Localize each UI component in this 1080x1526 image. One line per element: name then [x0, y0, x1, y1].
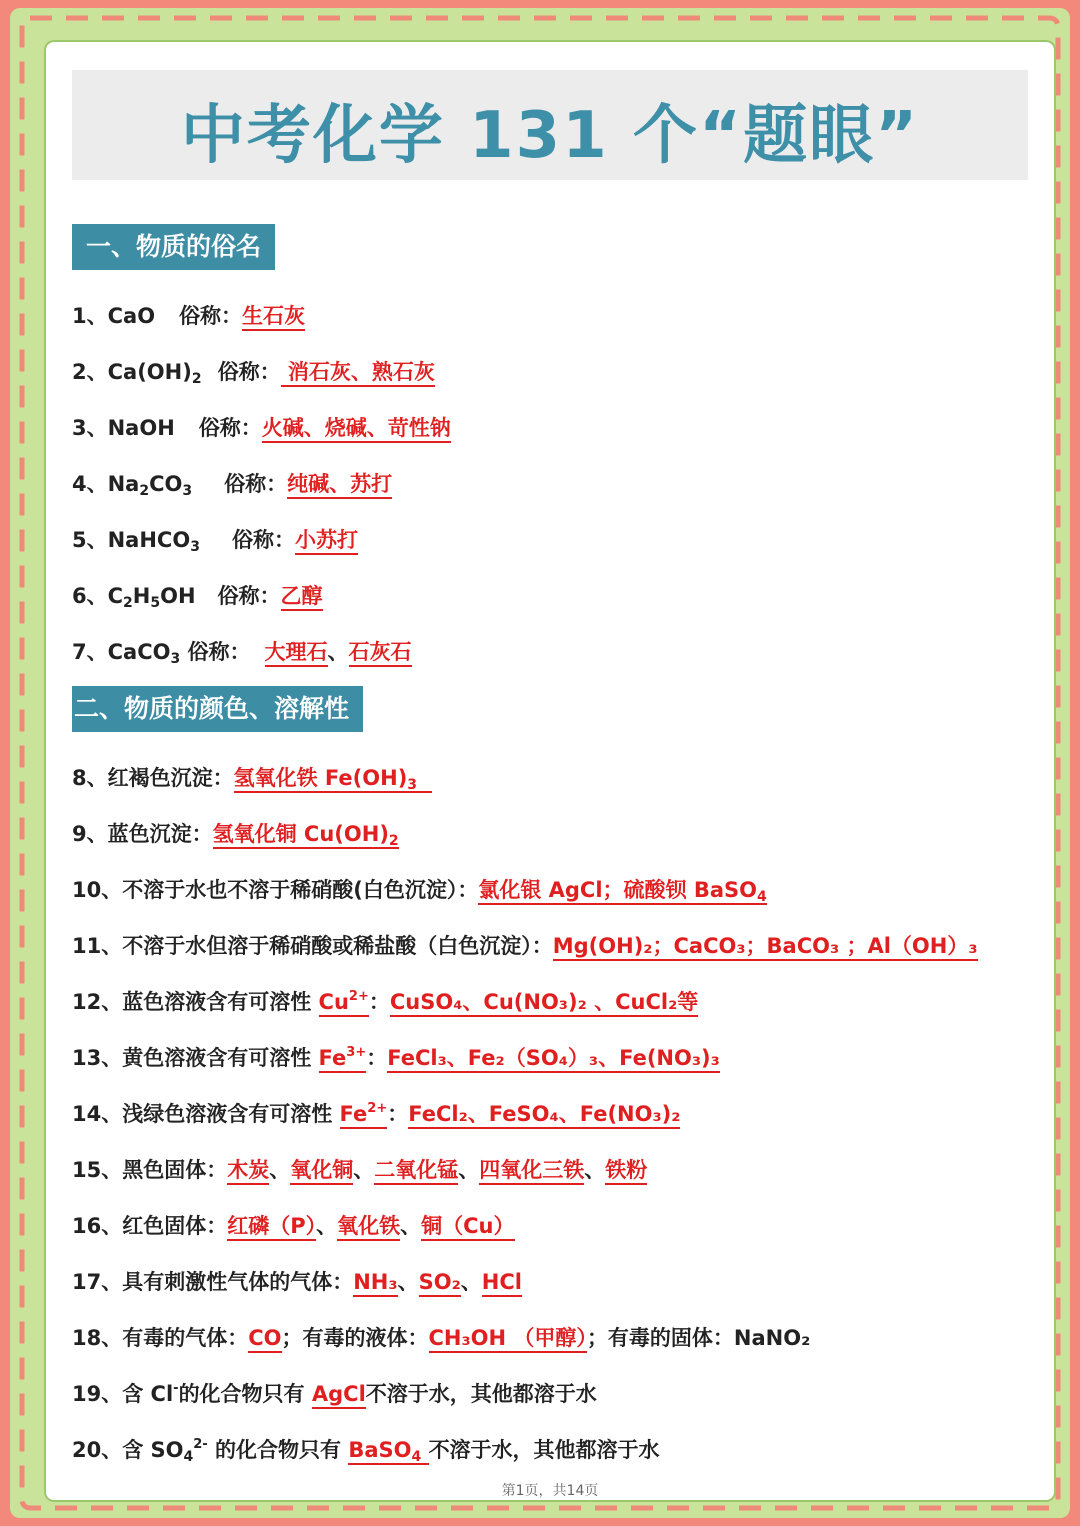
- item-6: 6、$C_2H_5OH$ 俗称：乙醇: [72, 584, 323, 611]
- item-19: 19、含 Cl-的化合物只有 AgCl不溶于水，其他都溶于水: [72, 1378, 597, 1408]
- section-heading-1: 一、物质的俗名: [72, 224, 275, 270]
- item-12: 12、蓝色溶液含有可溶性 $Cu^{2+}$：CuSO₄、Cu(NO₃)₂ 、CuCl₂等: [72, 986, 698, 1016]
- section-heading-2: 二、物质的颜色、溶解性: [72, 686, 363, 732]
- item-8: 8、红褐色沉淀：氢氧化铁 $Fe(OH)_3$: [72, 762, 432, 793]
- item-20: 20、含 $SO_4^{2-}$ 的化合物只有 BaSO$_4$ 不溶于水，其他都溶于水: [72, 1437, 660, 1465]
- item-15: 15、黑色固体：木炭、氧化铜、二氧化锰、四氧化三铁、铁粉: [72, 1154, 647, 1184]
- item-18: 18、有毒的气体：CO；有毒的液体：CH₃OH （甲醇）；有毒的固体：NaNO₂: [72, 1322, 810, 1352]
- item-7: 7、CaCO$_3$ 俗称： 大理石、石灰石: [72, 640, 412, 667]
- title-banner: [72, 70, 1028, 180]
- decorative-frame: [10, 8, 1070, 1518]
- item-17: 17、具有刺激性气体的气体：NH₃、SO₂、HCl: [72, 1266, 522, 1296]
- page-footer: 第1页，共14页: [501, 1483, 599, 1499]
- item-1: 1、CaO 俗称：生石灰: [72, 300, 305, 330]
- item-11: 11、不溶于水但溶于稀硝酸或稀盐酸（白色沉淀）：Mg(OH)₂；CaCO₃；BaCO₃ ；Al（OH）₃: [72, 930, 978, 960]
- item-3: 3、NaOH 俗称：火碱、烧碱、苛性钠: [72, 412, 451, 442]
- item-10: 10、不溶于水也不溶于稀硝酸(白色沉淀）：氯化银 AgCl；硫酸钡 BaSO$_4$: [72, 878, 767, 905]
- item-16: 16、红色固体：红磷（P）、氧化铁、铜（Cu）: [72, 1210, 515, 1240]
- document-page: [46, 42, 1054, 1500]
- page-title: 中考化学 131 个“题眼”: [180, 99, 920, 173]
- item-14: 14、浅绿色溶液含有可溶性 $Fe^{2+}$：FeCl₂、FeSO₄、Fe(NO₃)₂: [72, 1098, 680, 1128]
- item-9: 9、蓝色沉淀：氢氧化铜 $Cu(OH)_2$: [72, 822, 399, 849]
- item-4: 4、$Na_2CO_3$ 俗称：纯碱、苏打: [72, 472, 393, 499]
- item-13: 13、黄色溶液含有可溶性 $Fe^{3+}$：FeCl₃、Fe₂（SO₄）₃、Fe(NO₃)₃: [72, 1042, 720, 1072]
- item-5: 5、NaHCO$_3$ 俗称：小苏打: [72, 528, 358, 555]
- item-2: 2、$Ca(OH)_2$ 俗称： 消石灰、熟石灰: [72, 360, 435, 387]
